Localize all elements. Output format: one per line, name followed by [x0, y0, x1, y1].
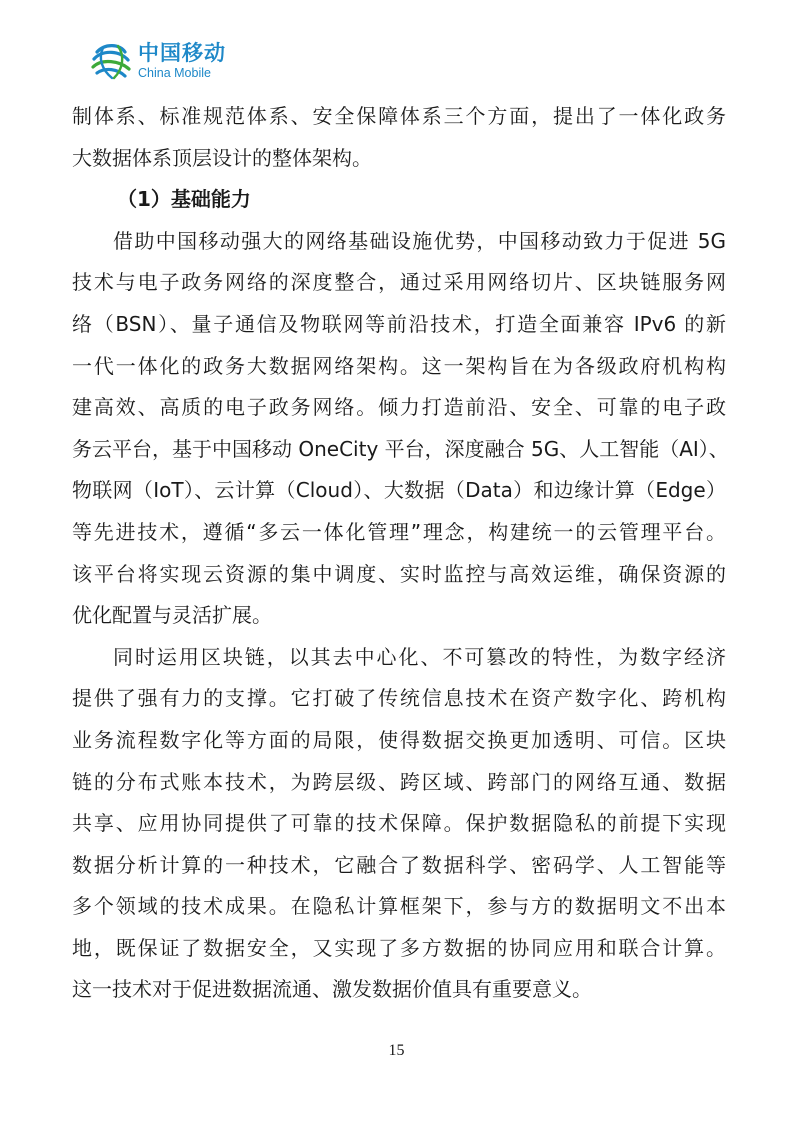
- text-line: 技术与电子政务网络的深度整合，通过采用网络切片、区块链服务网: [72, 270, 726, 295]
- text-line: 共享、应用协同提供了可靠的技术保障。保护数据隐私的前提下实现: [72, 811, 726, 836]
- text-line: 大数据体系顶层设计的整体架构。: [72, 145, 372, 170]
- body-text: [72, 96, 729, 1011]
- text-line: 数据分析计算的一种技术，它融合了数据科学、密码学、人工智能等: [72, 852, 726, 877]
- text-line: 建高效、高质的电子政务网络。倾力打造前沿、安全、可靠的电子政: [72, 395, 726, 420]
- text-line: 链的分布式账本技术，为跨层级、跨区域、跨部门的网络互通、数据: [72, 769, 726, 794]
- text-line: 等先进技术，遵循“多云一体化管理”理念，构建统一的云管理平台。: [72, 519, 726, 544]
- text-line: 地，既保证了数据安全，又实现了多方数据的协同应用和联合计算。: [72, 935, 726, 960]
- text-line: 优化配置与灵活扩展。: [72, 603, 272, 628]
- text-line: 一代一体化的政务大数据网络架构。这一架构旨在为各级政府机构构: [72, 353, 726, 378]
- text-line: 物联网（IoT）、云计算（Cloud）、大数据（Data）和边缘计算（Edge）: [72, 478, 726, 503]
- text-line: 业务流程数字化等方面的局限，使得数据交换更加透明、可信。区块: [72, 727, 726, 752]
- text-line: 这一技术对于促进数据流通、激发数据价值具有重要意义。: [72, 977, 592, 1002]
- text-line: 提供了强有力的支撑。它打破了传统信息技术在资产数字化、跨机构: [72, 686, 726, 711]
- text-line: 借助中国移动强大的网络基础设施优势，中国移动致力于促进 5G: [113, 228, 726, 253]
- logo-chinese-name: 中国移动: [138, 40, 226, 65]
- china-mobile-logo-icon: [88, 38, 134, 84]
- text-line: 制体系、标准规范体系、安全保障体系三个方面，提出了一体化政务: [72, 104, 726, 128]
- page-number: 15: [388, 1042, 405, 1059]
- logo-english-name: China Mobile: [138, 65, 211, 80]
- text-line: 务云平台，基于中国移动 OneCity 平台，深度融合 5G、人工智能（AI）、: [72, 436, 729, 461]
- logo-text: [138, 40, 226, 80]
- text-line: 该平台将实现云资源的集中调度、实时监控与高效运维，确保资源的: [72, 561, 726, 586]
- text-line: 络（BSN）、量子通信及物联网等前沿技术，打造全面兼容 IPv6 的新: [72, 311, 726, 336]
- text-line: 多个领域的技术成果。在隐私计算框架下，参与方的数据明文不出本: [72, 894, 726, 919]
- text-line: 同时运用区块链，以其去中心化、不可篡改的特性，为数字经济: [113, 644, 726, 669]
- header-logo: [88, 38, 226, 84]
- section-heading: （1）基础能力: [117, 187, 251, 212]
